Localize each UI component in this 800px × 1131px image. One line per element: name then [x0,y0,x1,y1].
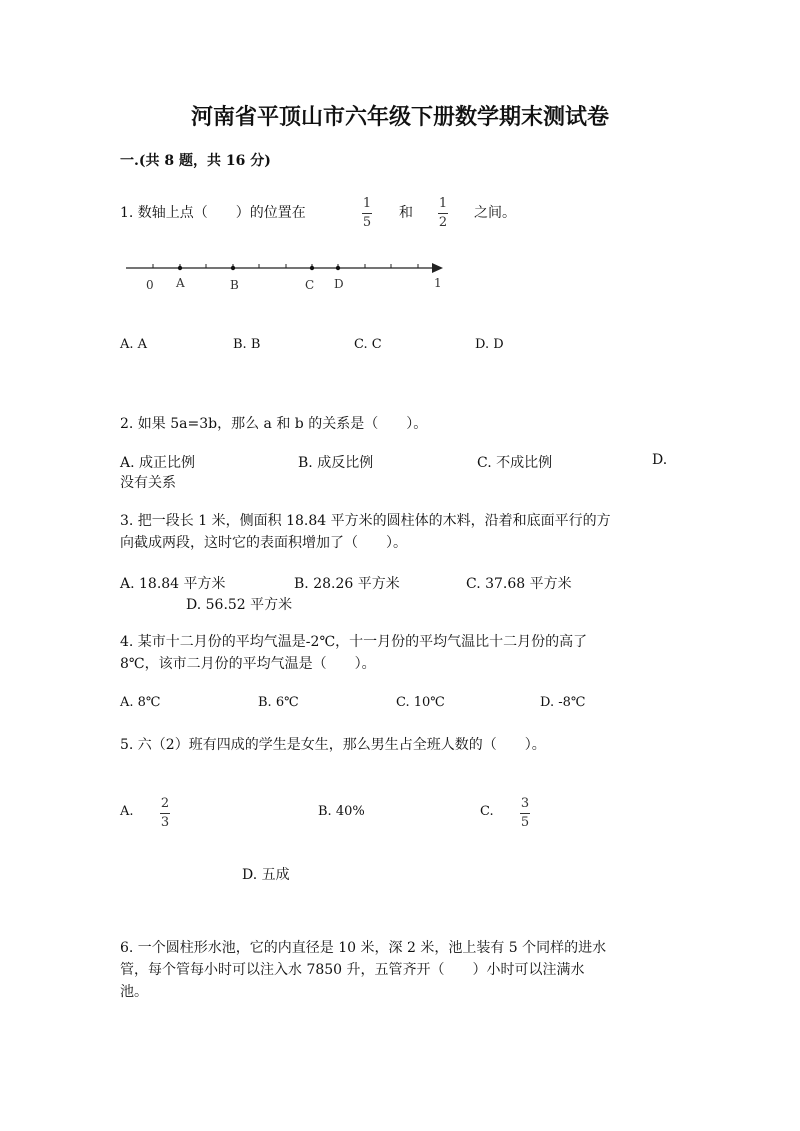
q5-a-denominator: 3 [160,815,170,830]
q2-option-b: B. 成反比例 [298,455,374,471]
q5-option-c-label: C. [480,804,494,819]
fraction-bar [438,213,448,214]
q4-option-c: C. 10℃ [396,695,445,710]
q5-c-numerator: 3 [520,796,530,811]
q3-line-2: 向截成两段，这时它的表面积增加了（ ）。 [120,535,407,551]
q5-text: 5. 六（2）班有四成的学生是女生，那么男生占全班人数的（ ）。 [120,737,546,753]
q5-option-b: B. 40% [318,804,365,819]
point-b-dot [231,266,235,270]
q2-option-d: D. [652,452,668,468]
q5-c-denominator: 5 [520,815,530,830]
q2-option-a: A. 成正比例 [120,455,196,471]
point-d-label: D [334,277,344,291]
section-heading: 一.(共 8 题，共 16 分) [120,153,271,169]
point-a-dot [178,266,182,270]
point-b-label: B [230,278,239,292]
q4-line-1: 4. 某市十二月份的平均气温是-2℃，十一月份的平均气温比十二月份的高了 [120,634,588,650]
q1-option-d: D. D [475,337,504,352]
fraction-bar [520,813,530,814]
one-label: 1 [434,276,442,290]
q1-frac1-denominator: 5 [362,215,372,230]
q1-option-c: C. C [354,337,382,352]
q4-option-b: B. 6℃ [258,695,299,710]
q3-line-1: 3. 把一段长 1 米，侧面积 18.84 平方米的圆柱体的木料，沿着和底面平行的方 [120,513,611,529]
point-d-dot [336,266,340,270]
q4-option-a: A. 8℃ [120,695,161,710]
q3-option-d: D. 56.52 平方米 [186,597,293,613]
q2-text: 2. 如果 5a=3b，那么 a 和 b 的关系是（ ）。 [120,416,428,432]
point-a-label: A [176,276,185,290]
q5-a-numerator: 2 [160,796,170,811]
q1-text-before: 1. 数轴上点（ ）的位置在 [120,205,306,221]
zero-label: 0 [146,278,154,292]
q1-option-a: A. A [120,337,148,352]
q5-option-d: D. 五成 [242,867,290,883]
point-c-label: C [305,278,315,292]
number-line-ticks [153,264,418,268]
q4-option-d: D. -8℃ [540,695,586,710]
q1-option-b: B. B [233,337,261,352]
q1-frac1-numerator: 1 [362,196,372,211]
fraction-bar [160,813,170,814]
q6-line-1: 6. 一个圆柱形水池，它的内直径是 10 米，深 2 米，池上装有 5 个同样的进水 [120,940,607,956]
q1-frac2-numerator: 1 [438,196,448,211]
q1-frac2-denominator: 2 [438,215,448,230]
q6-line-2: 管，每个管每小时可以注入水 7850 升，五管齐开（ ）小时可以注满水 [120,962,585,978]
q3-option-a: A. 18.84 平方米 [120,576,226,592]
q1-fraction-one-half [438,196,448,231]
fraction-bar [362,213,372,214]
q2-option-d-text: 没有关系 [120,475,176,491]
q6-line-3: 池。 [120,984,148,1000]
q5-option-a-fraction [160,796,170,831]
q1-text-after: 之间。 [474,205,516,221]
q5-option-c-fraction [520,796,530,831]
q1-fraction-one-fifth [362,196,372,231]
q4-line-2: 8℃，该市二月份的平均气温是（ ）。 [120,656,376,672]
q1-between: 和 [399,205,413,221]
q3-option-b: B. 28.26 平方米 [294,576,400,592]
q5-option-a-label: A. [120,804,134,819]
point-c-dot [310,266,314,270]
page-title: 河南省平顶山市六年级下册数学期末测试卷 [190,104,609,130]
number-line [118,255,458,300]
q3-option-c: C. 37.68 平方米 [466,576,572,592]
number-line-arrow [432,263,443,273]
q2-option-c: C. 不成比例 [477,455,553,471]
